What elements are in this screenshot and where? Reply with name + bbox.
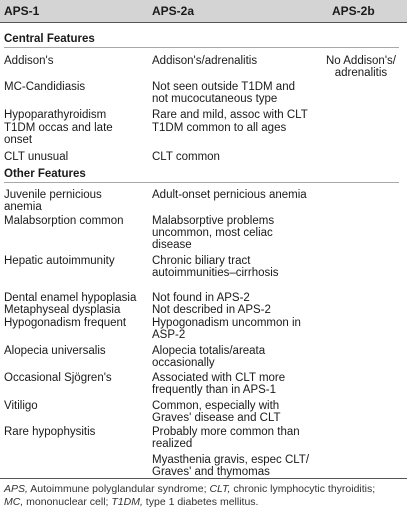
table-cell-c1 bbox=[4, 55, 54, 67]
footnote-abbr-mc: MC, bbox=[4, 496, 24, 508]
table-cell-c2 bbox=[152, 189, 307, 201]
footnote-text: type 1 diabetes mellitus. bbox=[142, 496, 259, 508]
cell-line: not mucocutaneous type bbox=[152, 93, 278, 105]
section-divider bbox=[4, 47, 399, 48]
cell-line: Not found in APS-2 bbox=[152, 292, 250, 304]
cell-line: Malabsorption common bbox=[4, 215, 124, 227]
table-cell-c1 bbox=[4, 317, 126, 329]
cell-line: MC-Candidiasis bbox=[4, 81, 86, 93]
cell-line: Juvenile pernicious bbox=[4, 189, 102, 201]
table-cell-c1 bbox=[4, 109, 106, 121]
cell-line: Graves' and thymomas bbox=[152, 466, 270, 478]
table-cell-c2 bbox=[152, 151, 220, 163]
cell-line: T1DM occas and late bbox=[4, 122, 113, 134]
cell-line: Chronic biliary tract bbox=[152, 255, 251, 267]
cell-line: autoimmunities–cirrhosis bbox=[152, 267, 279, 279]
cell-line: Hypogonadism frequent bbox=[4, 317, 127, 329]
table-cell-c1 bbox=[4, 189, 102, 213]
cell-line: Myasthenia gravis, espec CLT/ bbox=[152, 454, 310, 466]
cell-line: Alopecia universalis bbox=[4, 345, 106, 357]
table-footnote bbox=[4, 483, 403, 509]
table-cell-c1 bbox=[4, 345, 106, 357]
cell-line: Occasional Sjögren's bbox=[4, 372, 112, 384]
cell-line: ASP-2 bbox=[152, 329, 186, 341]
cell-line: Metaphyseal dysplasia bbox=[4, 304, 121, 316]
cell-line: Not described in APS-2 bbox=[152, 304, 271, 316]
section-divider bbox=[4, 182, 399, 183]
cell-line: Malabsorptive problems bbox=[152, 215, 275, 227]
header-aps2a: APS-2a bbox=[152, 4, 195, 18]
footnote-text: Autoimmune polyglandular syndrome; bbox=[27, 483, 210, 495]
table-cell-c2 bbox=[152, 215, 274, 251]
footnote-text: mononuclear cell; bbox=[23, 496, 112, 508]
table-cell-c2 bbox=[152, 55, 257, 67]
cell-line: No Addison's/ bbox=[326, 55, 396, 67]
table-cell-c1 bbox=[4, 215, 124, 227]
table-cell-c1 bbox=[4, 426, 95, 438]
footnote-text: chronic lymphocytic thyroiditis; bbox=[230, 483, 376, 495]
cell-line: Hepatic autoimmunity bbox=[4, 255, 115, 267]
header-aps1: APS-1 bbox=[4, 4, 40, 18]
table-cell-c2 bbox=[152, 109, 308, 121]
table-cell-c1 bbox=[4, 122, 113, 146]
cell-line: Addison's bbox=[4, 55, 54, 67]
cell-line: Dental enamel hypoplasia bbox=[4, 292, 137, 304]
table-cell-c2 bbox=[152, 454, 309, 478]
table-cell-c1 bbox=[4, 81, 85, 93]
table-cell-c2 bbox=[152, 426, 300, 450]
cell-line: Not seen outside T1DM and bbox=[152, 81, 295, 93]
footnote-abbr-clt: CLT, bbox=[209, 483, 231, 495]
cell-line: CLT unusual bbox=[4, 151, 69, 163]
table-cell-c2 bbox=[152, 255, 279, 279]
cell-line: Probably more common than bbox=[152, 426, 300, 438]
footnote-abbr-t1dm: T1DM, bbox=[111, 496, 143, 508]
table-cell-c2 bbox=[152, 122, 286, 134]
cell-line: Rare hypophysitis bbox=[4, 426, 96, 438]
table-cell-c2 bbox=[152, 317, 301, 341]
cell-line: CLT common bbox=[152, 151, 220, 163]
table-cell-c2 bbox=[152, 400, 281, 424]
table-cell-c1 bbox=[4, 292, 136, 304]
table-cell-c2 bbox=[152, 372, 285, 396]
cell-line: occasionally bbox=[152, 357, 215, 369]
cell-line: Associated with CLT more bbox=[152, 372, 286, 384]
table-cell-c2 bbox=[152, 292, 250, 304]
cell-line: Adult-onset pernicious anemia bbox=[152, 189, 307, 201]
header-aps2b: APS-2b bbox=[332, 4, 375, 18]
cell-line: realized bbox=[152, 438, 193, 450]
footnote-abbr-aps: APS, bbox=[4, 483, 28, 495]
table-cell-c1 bbox=[4, 372, 112, 384]
cell-line: Alopecia totalis/areata bbox=[152, 345, 266, 357]
cell-line: onset bbox=[4, 134, 33, 146]
table-cell-c2 bbox=[152, 81, 295, 105]
table-bottom-rule bbox=[0, 478, 407, 479]
cell-line: Rare and mild, assoc with CLT bbox=[152, 109, 308, 121]
cell-line: adrenalitis bbox=[334, 67, 388, 79]
cell-line: Vitiligo bbox=[4, 400, 38, 412]
cell-line: Common, especially with bbox=[152, 400, 280, 412]
table-cell-c1 bbox=[4, 255, 115, 267]
section-central-features: Central Features bbox=[4, 33, 95, 45]
table-header bbox=[0, 0, 407, 23]
cell-line: anemia bbox=[4, 201, 42, 213]
table-cell-c1 bbox=[4, 304, 120, 316]
cell-line: T1DM common to all ages bbox=[152, 122, 287, 134]
cell-line: disease bbox=[152, 239, 192, 251]
table-cell-c1 bbox=[4, 400, 38, 412]
cell-line: uncommon, most celiac bbox=[152, 227, 273, 239]
cell-line: Hypogonadism uncommon in bbox=[152, 317, 301, 329]
cell-line: Addison's/adrenalitis bbox=[152, 55, 258, 67]
table-cell-c3 bbox=[326, 55, 396, 79]
cell-line: Graves' disease and CLT bbox=[152, 412, 281, 424]
table-cell-c2 bbox=[152, 345, 265, 369]
cell-line: Hypoparathyroidism bbox=[4, 109, 107, 121]
cell-line: frequently than in APS-1 bbox=[152, 384, 277, 396]
section-other-features: Other Features bbox=[4, 168, 86, 180]
table-cell-c2 bbox=[152, 304, 271, 316]
table-cell-c1 bbox=[4, 151, 68, 163]
